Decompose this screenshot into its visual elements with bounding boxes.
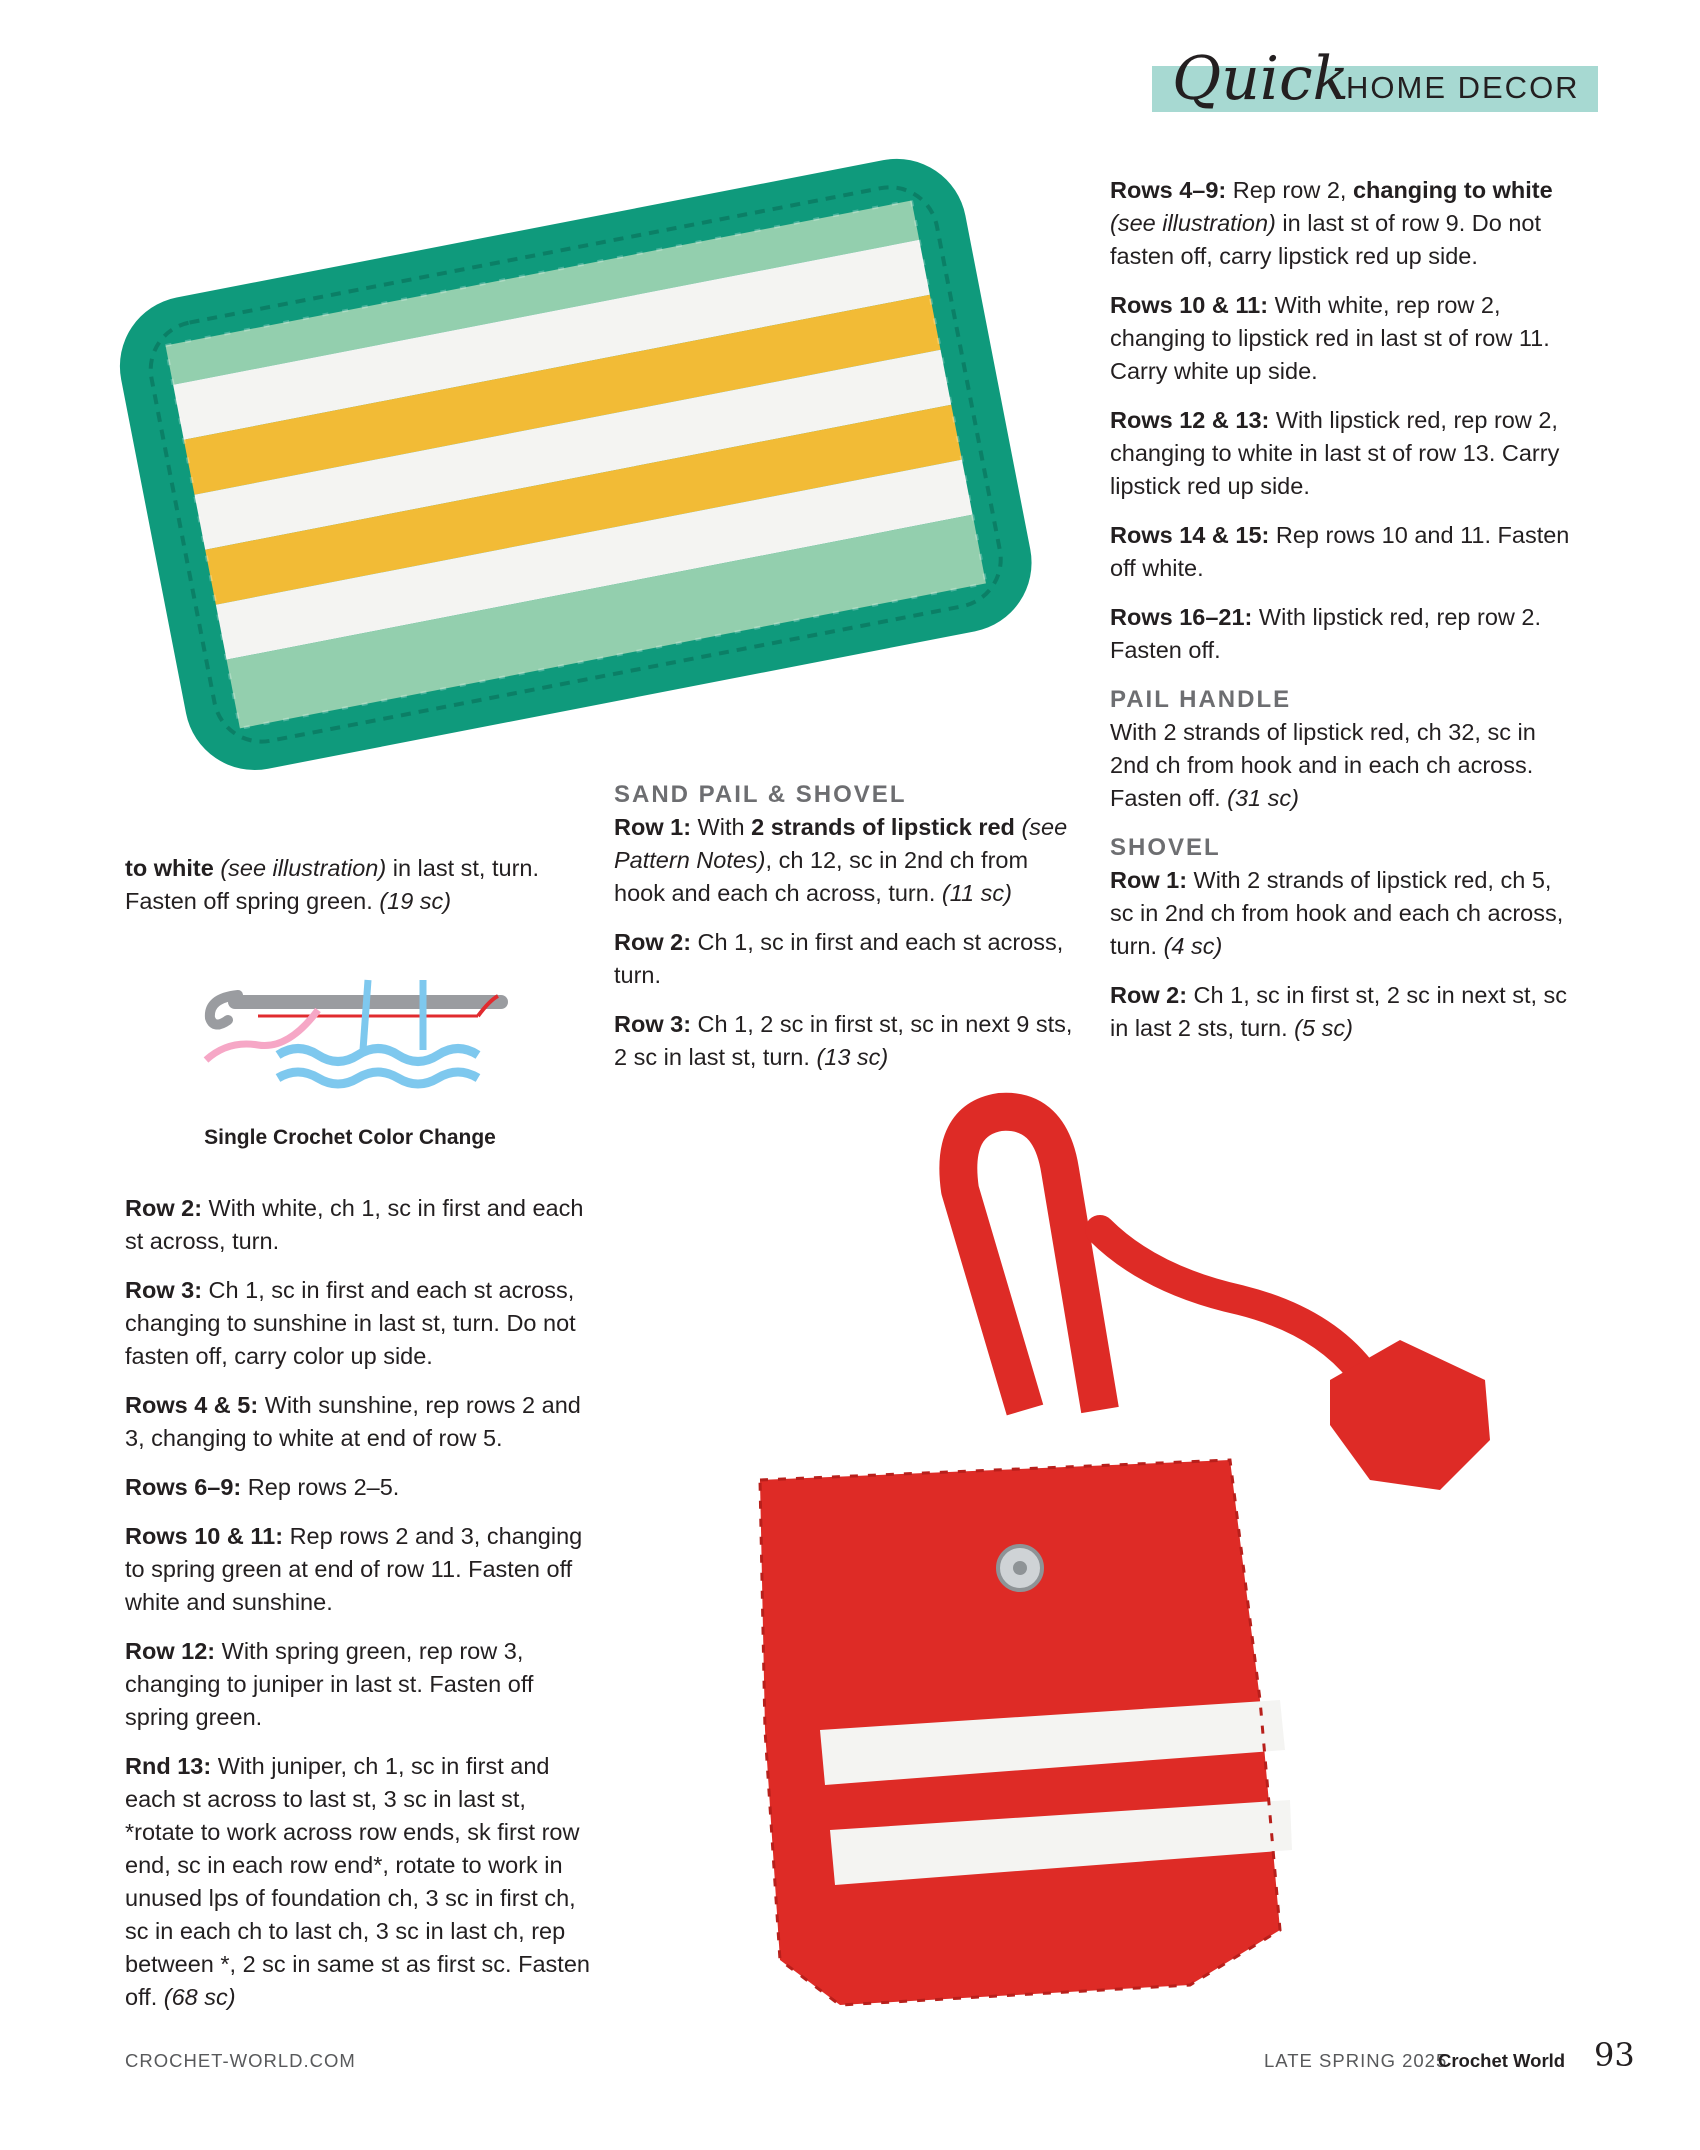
- pail-handle-loop: [958, 1112, 1100, 1410]
- section-script-word: Quick: [1172, 44, 1349, 114]
- footer-magazine: Crochet World: [1438, 2050, 1566, 2071]
- left-intro-bold: to white: [125, 855, 214, 881]
- left-rows-10-11: Rows 10 & 11: Rep rows 2 and 3, changing to spring green at end of row 11. Fasten off white and sunshine.: [125, 1523, 583, 1615]
- left-row-3: Row 3: Ch 1, sc in first and each st across, changing to sunshine in last st, turn. Do not fasten off, carry color up side.: [125, 1277, 576, 1369]
- middle-row-2: Row 2: Ch 1, sc in first and each st across, turn.: [614, 929, 1064, 988]
- left-rnd-13: Rnd 13: With juniper, ch 1, sc in first and each st across to last st, 3 sc in last st, *rotate to work across row ends, sk first row end, sc in each row end*, rotate to work in unused lps of foundation ch, 3 sc in first ch, sc in each ch to last ch, 3 sc in last ch, rep between *, 2 sc in same st as first sc. Fasten off. (68 sc): [125, 1753, 590, 2010]
- middle-column: [614, 772, 1074, 1090]
- left-row-12: Row 12: With spring green, rep row 3, changing to juniper in last st. Fasten off spring green.: [125, 1638, 534, 1730]
- middle-row-3: Row 3: Ch 1, 2 sc in first st, sc in next 9 sts, 2 sc in last st, turn. (13 sc): [614, 1011, 1073, 1070]
- left-intro-count: (19 sc): [379, 888, 452, 914]
- page-number: 93: [1594, 2036, 1635, 2074]
- left-rows-6-9: Rows 6–9: Rep rows 2–5.: [125, 1474, 400, 1500]
- color-change-illustration: [198, 960, 518, 1100]
- middle-row-1: Row 1: With 2 strands of lipstick red (see Pattern Notes), ch 12, sc in 2nd ch from hook and each ch across, turn. (11 sc): [614, 814, 1068, 906]
- illustration-caption: Single Crochet Color Change: [204, 1126, 496, 1149]
- left-rows-4-5: Rows 4 & 5: With sunshine, rep rows 2 and 3, changing to white at end of row 5.: [125, 1392, 581, 1451]
- pail-handle-heading: PAIL HANDLE: [1110, 686, 1292, 713]
- footer-website: CROCHET-WORLD.COM: [125, 2050, 356, 2071]
- right-column: [1110, 174, 1580, 1061]
- shovel-heading: SHOVEL: [1110, 834, 1221, 861]
- right-rows-12-13: Rows 12 & 13: With lipstick red, rep row 2, changing to white in last st of row 13. Carry lipstick red up side.: [1110, 407, 1560, 499]
- left-intro-italic: (see illustration): [220, 855, 387, 881]
- right-rows-14-15: Rows 14 & 15: Rep rows 10 and 11. Fasten off white.: [1110, 522, 1570, 581]
- right-rows-4-9: Rows 4–9: Rep row 2, changing to white (see illustration) in last st of row 9. Do not fasten off, carry lipstick red up side.: [1110, 177, 1553, 269]
- footer-issue: LATE SPRING 2025: [1264, 2050, 1448, 2071]
- sand-pail-heading: SAND PAIL & SHOVEL: [614, 781, 907, 808]
- pail-button-center: [1013, 1561, 1027, 1575]
- left-column-top: [125, 852, 575, 934]
- left-intro-text: in last st, turn. Fasten off spring green.: [125, 855, 539, 914]
- right-rows-10-11: Rows 10 & 11: With white, rep row 2, changing to lipstick red in last st of row 11. Carry white up side.: [1110, 292, 1550, 384]
- right-rows-16-21: Rows 16–21: With lipstick red, rep row 2. Fasten off.: [1110, 604, 1541, 663]
- left-column-rows: [125, 1192, 595, 2030]
- blue-yarn-loop-1: [363, 980, 368, 1050]
- shovel-handle: [1100, 1230, 1360, 1370]
- striped-mat-photo: [70, 40, 1070, 830]
- left-row-2: Row 2: With white, ch 1, sc in first and each st across, turn.: [125, 1195, 584, 1254]
- sand-pail-photo: [720, 1080, 1620, 2050]
- shovel-row-1: Row 1: With 2 strands of lipstick red, ch 5, sc in 2nd ch from hook and each ch across, turn. (4 sc): [1110, 867, 1564, 959]
- pail-handle-text: With 2 strands of lipstick red, ch 32, sc in 2nd ch from hook and in each ch across. Fasten off. (31 sc): [1110, 719, 1536, 811]
- blue-stitch-row-2: [278, 1072, 478, 1084]
- hook-tip: [210, 995, 238, 1025]
- blue-stitch-row: [278, 1049, 478, 1062]
- section-title: HOME DECOR: [1346, 70, 1580, 105]
- shovel-row-2: Row 2: Ch 1, sc in first st, 2 sc in next st, sc in last 2 sts, turn. (5 sc): [1110, 982, 1568, 1041]
